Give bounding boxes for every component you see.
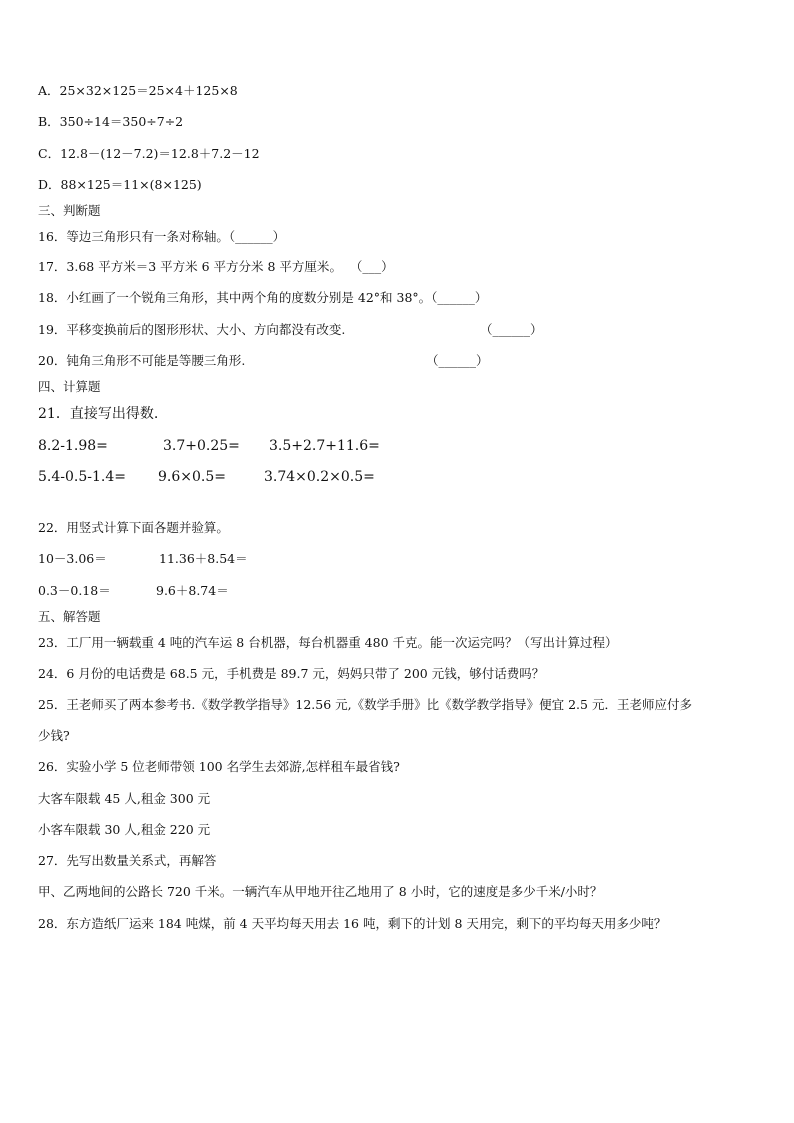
question-27: 27．先写出数量关系式，再解答 [38, 853, 217, 868]
question-19-text: 19．平移变换前后的图形形状、大小、方向都没有改变. [38, 322, 346, 337]
calc-item: 11.36＋8.54＝ [159, 551, 248, 566]
calc-item: 5.4-0.5-1.4= [38, 469, 126, 485]
question-21-row-2 [38, 468, 758, 486]
calc-item: 0.3－0.18＝ [38, 583, 111, 598]
question-17: 17．3.68 平方米＝3 平方米 6 平方分米 8 平方厘米。 （___） [38, 259, 394, 274]
calc-item: 3.5+2.7+11.6= [269, 438, 380, 454]
section-title-calculation: 四、计算题 [38, 379, 101, 394]
question-25: 25．王老师买了两本参考书.《数学教学指导》12.56 元,《数学手册》比《数学教学指导》便宜 2.5 元．王老师应付多 [38, 697, 692, 712]
question-20-blank: （______） [426, 353, 489, 368]
question-16: 16．等边三角形只有一条对称轴。（______） [38, 229, 286, 244]
question-20-text: 20．钝角三角形不可能是等腰三角形. [38, 353, 246, 368]
question-22: 22．用竖式计算下面各题并验算。 [38, 520, 229, 535]
calc-item: 10－3.06＝ [38, 551, 107, 566]
question-26-info-large-bus: 大客车限载 45 人,租金 300 元 [38, 791, 211, 806]
option-a: A．25×32×125＝25×4＋125×8 [38, 83, 238, 98]
section-title-solve: 五、解答题 [38, 609, 101, 624]
option-b: B．350÷14＝350÷7÷2 [38, 114, 184, 129]
question-20 [38, 353, 758, 369]
calc-item: 9.6＋8.74＝ [156, 583, 229, 598]
question-25-continued: 少钱? [38, 728, 70, 743]
question-18: 18．小红画了一个锐角三角形，其中两个角的度数分别是 42°和 38°。（______） [38, 290, 488, 305]
question-26-info-small-bus: 小客车限载 30 人,租金 220 元 [38, 822, 211, 837]
question-21-row-1 [38, 437, 758, 455]
question-27-text: 甲、乙两地间的公路长 720 千米。一辆汽车从甲地开往乙地用了 8 小时，它的速度是多少千米/小时？ [38, 884, 603, 899]
calc-item: 9.6×0.5= [158, 469, 226, 485]
calc-item: 3.74×0.2×0.5= [264, 469, 375, 485]
question-19-blank: （______） [480, 322, 543, 337]
question-24: 24．6 月份的电话费是 68.5 元，手机费是 89.7 元，妈妈只带了 200 元钱，够付话费吗？ [38, 666, 545, 681]
question-22-row-1 [38, 551, 758, 567]
calc-item: 3.7+0.25= [163, 438, 240, 454]
question-22-row-2 [38, 583, 758, 599]
question-26: 26．实验小学 5 位老师带领 100 名学生去郊游,怎样租车最省钱? [38, 759, 400, 774]
question-28: 28．东方造纸厂运来 184 吨煤，前 4 天平均每天用去 16 吨，剩下的计划 8 天用完，剩下的平均每天用多少吨？ [38, 916, 667, 931]
calc-item: 8.2-1.98= [38, 438, 108, 454]
option-d: D．88×125＝11×(8×125) [38, 177, 202, 192]
question-23: 23．工厂用一辆载重 4 吨的汽车运 8 台机器，每台机器重 480 千克。能一次运完吗？（写出计算过程） [38, 635, 618, 650]
option-c: C．12.8－(12－7.2)＝12.8＋7.2－12 [38, 146, 260, 161]
question-19 [38, 322, 758, 338]
section-title-judgement: 三、判断题 [38, 203, 101, 218]
question-21: 21．直接写出得数. [38, 406, 159, 422]
